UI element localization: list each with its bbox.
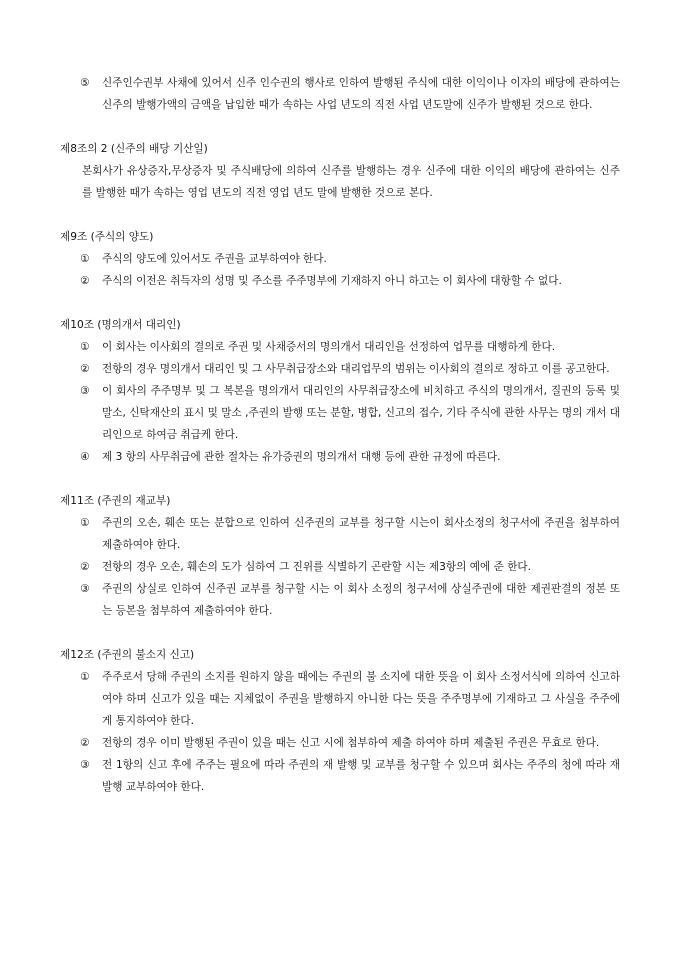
item-text: 주권의 오손, 훼손 또는 분합으로 인하여 신주권의 교부를 청구할 시는이 회사소정의 청구서에 주권을 첨부하여 제출하여야 한다. [102, 517, 620, 551]
list-item [80, 556, 620, 578]
item-number: ② [80, 561, 90, 573]
item-number: ② [80, 363, 90, 375]
list-item [80, 754, 620, 798]
item-text: 주주로서 당해 주권의 소지를 원하지 않을 때에는 주권의 불 소지에 대한 뜻을 이 회사 소정서식에 의하여 신고하여야 하며 신고가 있을 때는 지체없이 주권을 발행하지 아니한 다는 뜻을 주주명부에 기재하고 그 사실을 주주에게 통지하여야 한다. [102, 671, 620, 727]
list-item [80, 336, 620, 358]
article-heading: 제10조 (명의개서 대리인) [60, 319, 181, 331]
list-item [80, 666, 620, 732]
item-text: 전항의 경우 이미 발행된 주권이 있을 때는 신고 시에 첨부하여 제출 하여야 하며 제출된 주권은 무효로 한다. [102, 737, 600, 749]
list-item [80, 72, 620, 116]
article-12 [60, 644, 620, 798]
item-number: ③ [80, 385, 90, 397]
article-heading: 제8조의 2 (신주의 배당 기산일) [60, 143, 208, 155]
list-item [80, 446, 620, 468]
item-number: ⑤ [80, 77, 90, 89]
item-text: 이 회사의 주주명부 및 그 복본을 명의개서 대리인의 사무취급장소에 비치하고 주식의 명의개서, 질권의 등록 및 말소, 신탁재산의 표시 및 말소 ,주권의 발행 또는 분할, 병합, 신고의 접수, 기타 주식에 관한 사무는 명의 개서 대리인으로 하여금 취급케 한다. [102, 385, 620, 441]
item-text: 전항의 경우 오손, 훼손의 도가 심하여 그 진위를 식별하기 곤란할 시는 제3항의 예에 준 한다. [102, 561, 532, 573]
article-body: 본회사가 유상증자,무상증자 및 주식배당에 의하여 신주를 발행하는 경우 신주에 대한 이익의 배당에 관하여는 신주를 발행한 때가 속하는 영업 년도의 직전 영업 년도 말에 발행한 것으로 본다. [82, 165, 620, 199]
item-number: ④ [80, 451, 90, 463]
article-heading: 제9조 (주식의 양도) [60, 231, 154, 243]
article-9 [60, 226, 620, 292]
article-10 [60, 314, 620, 468]
item-number: ① [80, 671, 90, 683]
item-text: 신주인수권부 사채에 있어서 신주 인수권의 행사로 인하여 발행된 주식에 대한 이익이나 이자의 배당에 관하여는 신주의 발행가액의 금액을 납입한 때가 속하는 사업 년도의 직전 사업 년도말에 신주가 발행된 것으로 한다. [102, 77, 620, 111]
item-text: 제 3 항의 사무취급에 관한 절차는 유가증권의 명의개서 대행 등에 관한 규정에 따른다. [102, 451, 501, 463]
list-item [80, 380, 620, 446]
list-item [80, 248, 620, 270]
article-8-2 [60, 138, 620, 204]
list-item [80, 270, 620, 292]
item-number: ① [80, 253, 90, 265]
item-text: 전항의 경우 명의개서 대리인 및 그 사무취급장소와 대리업무의 범위는 이사회의 결의로 정하고 이를 공고한다. [102, 363, 610, 375]
item-text: 주식의 이전은 취득자의 성명 및 주소를 주주명부에 기재하지 아니 하고는 이 회사에 대항할 수 없다. [102, 275, 562, 287]
article-11 [60, 490, 620, 622]
list-item [80, 732, 620, 754]
item-text: 주식의 양도에 있어서도 주권을 교부하여야 한다. [102, 253, 327, 265]
item-number: ② [80, 737, 90, 749]
list-item [80, 358, 620, 380]
item-number: ③ [80, 759, 90, 771]
item-number: ③ [80, 583, 90, 595]
list-item [80, 512, 620, 556]
item-text: 전 1항의 신고 후에 주주는 필요에 따라 주권의 재 발행 및 교부를 청구할 수 있으며 회사는 주주의 청에 따라 재 발행 교부하여야 한다. [102, 759, 620, 793]
item-text: 주권의 상실로 인하여 신주권 교부를 청구할 시는 이 회사 소정의 청구서에 상실주권에 대한 제권판결의 정본 또는 등본을 첨부하여 제출하여야 한다. [102, 583, 620, 617]
item-number: ① [80, 341, 90, 353]
item-number: ② [80, 275, 90, 287]
article-heading: 제11조 (주권의 재교부) [60, 495, 171, 507]
article-heading: 제12조 (주권의 불소지 신고) [60, 649, 195, 661]
item-number: ① [80, 517, 90, 529]
list-item [80, 578, 620, 622]
item-text: 이 회사는 이사회의 결의로 주권 및 사채증서의 명의개서 대리인을 선정하여 업무를 대행하게 한다. [102, 341, 556, 353]
